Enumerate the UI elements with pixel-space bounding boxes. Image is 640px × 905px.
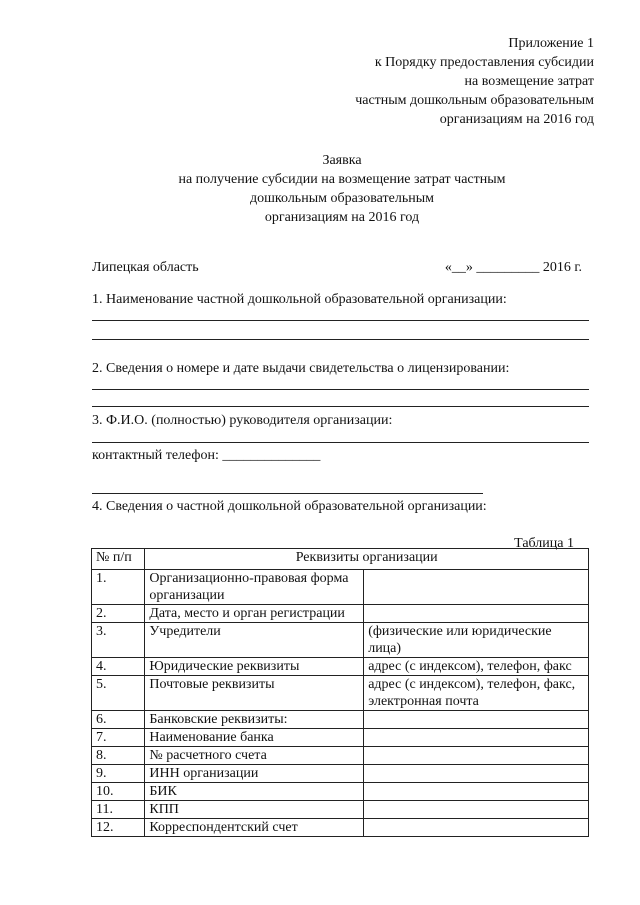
appendix-line: на возмещение затрат: [464, 74, 594, 89]
row-num: 7.: [92, 729, 145, 747]
row-note: адрес (с индексом), телефон, факс, электронная почта: [364, 676, 589, 711]
appendix-line: Приложение 1: [508, 36, 594, 51]
separator-line: [92, 493, 483, 494]
row-note: [364, 711, 589, 729]
appendix-line: к Порядку предоставления субсидии: [374, 55, 594, 70]
row-num: 3.: [92, 623, 145, 658]
row-note: [364, 783, 589, 801]
row-note: [364, 570, 589, 605]
row-name: Почтовые реквизиты: [145, 676, 364, 711]
row-num: 4.: [92, 658, 145, 676]
row-name: Юридические реквизиты: [145, 658, 364, 676]
table-row: [92, 605, 589, 623]
row-note: [364, 605, 589, 623]
table-row: [92, 747, 589, 765]
appendix-line: организациям на 2016 год: [439, 112, 594, 127]
row-name: БИК: [145, 783, 364, 801]
row-note: [364, 801, 589, 819]
row-name: Наименование банка: [145, 729, 364, 747]
table-header-row: [92, 549, 589, 570]
row-name: Корреспондентский счет: [145, 819, 364, 837]
table-row: [92, 623, 589, 658]
date-field: «__» _________ 2016 г.: [444, 260, 582, 275]
row-name: Банковские реквизиты:: [145, 711, 364, 729]
table-row: [92, 819, 589, 837]
header-requisites: Реквизиты организации: [145, 549, 589, 570]
row-note: [364, 729, 589, 747]
table-row: [92, 570, 589, 605]
header-num: № п/п: [92, 549, 145, 570]
table-row: [92, 676, 589, 711]
section-3-label: 3. Ф.И.О. (полностью) руководителя организации:: [92, 413, 393, 428]
title-line: на получение субсидии на возмещение затрат частным: [178, 172, 506, 187]
section-4-label: 4. Сведения о частной дошкольной образовательной организации:: [92, 499, 487, 514]
row-num: 11.: [92, 801, 145, 819]
row-note: адрес (с индексом), телефон, факс: [364, 658, 589, 676]
title-line: Заявка: [322, 153, 362, 168]
row-num: 12.: [92, 819, 145, 837]
row-note: (физические или юридические лица): [364, 623, 589, 658]
table-row: [92, 783, 589, 801]
title-line: дошкольным образовательным: [250, 191, 434, 206]
table-row: [92, 801, 589, 819]
row-name: Учредители: [145, 623, 364, 658]
section-1-label: 1. Наименование частной дошкольной образовательной организации:: [92, 292, 507, 307]
appendix-block: [355, 34, 594, 129]
row-num: 2.: [92, 605, 145, 623]
row-name: Дата, место и орган регистрации: [145, 605, 364, 623]
table-row: [92, 729, 589, 747]
row-note: [364, 819, 589, 837]
table-row: [92, 765, 589, 783]
section-2-label: 2. Сведения о номере и дате выдачи свидетельства о лицензировании:: [92, 361, 510, 376]
fill-line: [92, 320, 589, 321]
appendix-line: частным дошкольным образовательным: [355, 93, 594, 108]
row-name: Организационно-правовая форма организации: [145, 570, 364, 605]
row-num: 1.: [92, 570, 145, 605]
fill-line: [92, 442, 589, 443]
row-name: КПП: [145, 801, 364, 819]
row-num: 5.: [92, 676, 145, 711]
table-row: [92, 658, 589, 676]
row-name: № расчетного счета: [145, 747, 364, 765]
table-caption: Таблица 1: [514, 536, 574, 551]
row-note: [364, 765, 589, 783]
title-line: организациям на 2016 год: [264, 210, 420, 225]
fill-line: [92, 406, 589, 407]
row-note: [364, 747, 589, 765]
row-num: 9.: [92, 765, 145, 783]
row-num: 10.: [92, 783, 145, 801]
fill-line: [92, 339, 589, 340]
document-title: [92, 151, 592, 227]
row-num: 6.: [92, 711, 145, 729]
region-label: Липецкая область: [92, 260, 199, 275]
row-num: 8.: [92, 747, 145, 765]
requisites-table: [91, 548, 589, 837]
contact-phone-label: контактный телефон: ______________: [92, 448, 321, 463]
table-row: [92, 711, 589, 729]
row-name: ИНН организации: [145, 765, 364, 783]
fill-line: [92, 389, 589, 390]
